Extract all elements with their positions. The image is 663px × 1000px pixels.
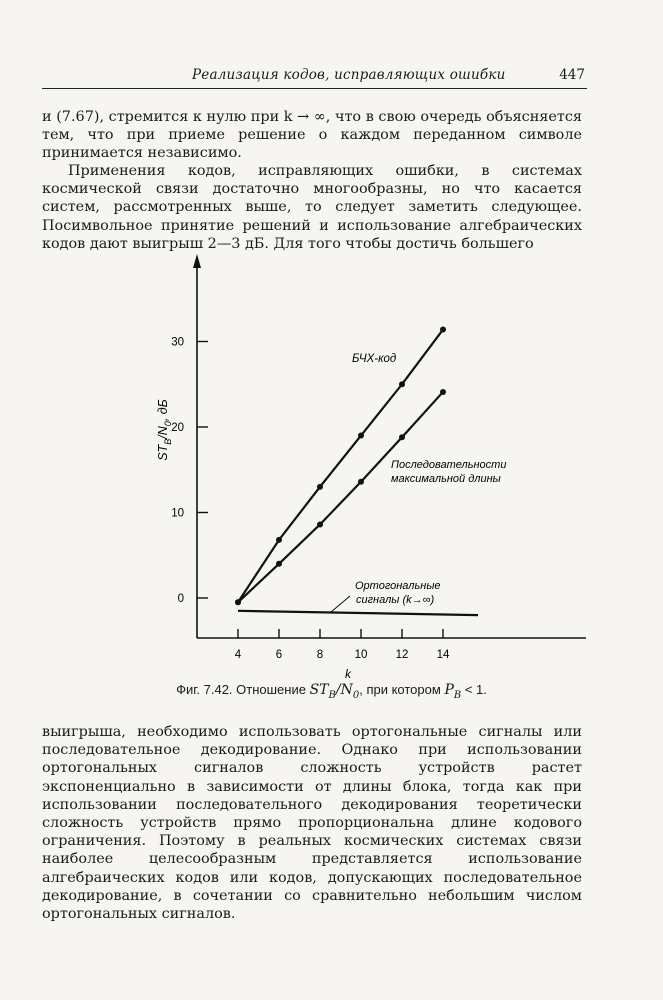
caption-prefix: Фиг. 7.42. Отношение	[176, 682, 306, 697]
x-axis-label: k	[345, 667, 351, 681]
y-axis-arrow	[193, 254, 201, 268]
x-tick-label: 10	[354, 649, 368, 661]
series-orthogonal	[238, 611, 478, 615]
label-orthogonal-2: сигналы (k→∞)	[356, 594, 435, 606]
caption-sub-b: B	[328, 689, 336, 701]
y-axis-label: $ST_B/N_0$, дБ	[156, 399, 173, 461]
x-tick-label: 14	[436, 649, 450, 661]
label-bch: БЧХ-код	[352, 353, 397, 365]
y-tick-label: 20	[171, 422, 184, 434]
label-orthogonal-1: Ортогональные	[355, 580, 441, 592]
data-point	[358, 479, 364, 485]
paragraph-1: и (7.67), стремится к нулю при k → ∞, что в свою очередь объясняется тем, что при приеме решение о каждом переданном символе принимается независимо.	[42, 109, 582, 162]
caption-st: ST	[309, 682, 329, 698]
paragraph-3: выигрыша, необходимо использовать ортогональные сигналы или последовательное декодирование. Однако при использовании ортогональных сигналов сложность устройств растет экспоненциально в зависимости от длины блока, тогда как при использовании последовательного декодирования теоретически сложность устройств прямо пропорциональна длине кодового ограничения. Поэтому в реальных космических системах связи наиболее целесообразным представляется использование алгебраических кодов или кодов, допускающих последовательное декодирование, в сочетании со сравнительно небольшим числом ортогональных сигналов.	[42, 724, 582, 923]
figure-caption	[0, 682, 663, 701]
data-point	[317, 521, 323, 527]
caption-mid: , при котором	[359, 682, 441, 697]
x-tick-label: 8	[316, 649, 324, 661]
series-max-length	[235, 389, 446, 605]
series-line	[238, 392, 443, 602]
data-point	[440, 389, 446, 395]
caption-n: /N	[335, 682, 353, 698]
orthogonal-leader-line	[331, 596, 350, 612]
data-point	[358, 433, 364, 439]
y-tick-label: 10	[171, 507, 184, 520]
label-max-length-1: Последовательности	[391, 459, 507, 471]
x-tick-label: 6	[275, 649, 283, 661]
chart-labels	[156, 353, 506, 681]
data-point	[317, 484, 323, 490]
y-tick-label: 0	[177, 593, 184, 605]
caption-p-sub: B	[453, 689, 462, 701]
data-point	[276, 561, 282, 567]
page-number: 447	[559, 67, 585, 83]
y-tick-label: 30	[171, 336, 184, 349]
figure-chart	[0, 240, 663, 681]
x-tick-label: 4	[234, 649, 242, 661]
series-line	[238, 611, 478, 615]
data-point	[440, 327, 446, 333]
paragraph-2: Применения кодов, исправляющих ошибки, в системах космической связи достаточно многообразны, но что касается систем, рассмотренных выше, то следует заметить следующее. Посимвольное принятие решений и использование алгебраических кодов дают выигрыш 2—3 дБ. Для того чтобы достичь большего	[42, 163, 582, 252]
data-point	[235, 599, 241, 605]
data-point	[276, 537, 282, 543]
data-point	[399, 434, 405, 440]
caption-end: < 1.	[464, 682, 487, 697]
running-head	[42, 64, 587, 89]
caption-sub-0: 0	[352, 689, 360, 701]
data-point	[399, 381, 405, 387]
running-title: Реализация кодов, исправляющих ошибки	[192, 67, 506, 83]
x-tick-label: 12	[395, 649, 409, 661]
label-max-length-2: максимальной длины	[391, 473, 501, 485]
caption-p: P	[444, 682, 454, 698]
